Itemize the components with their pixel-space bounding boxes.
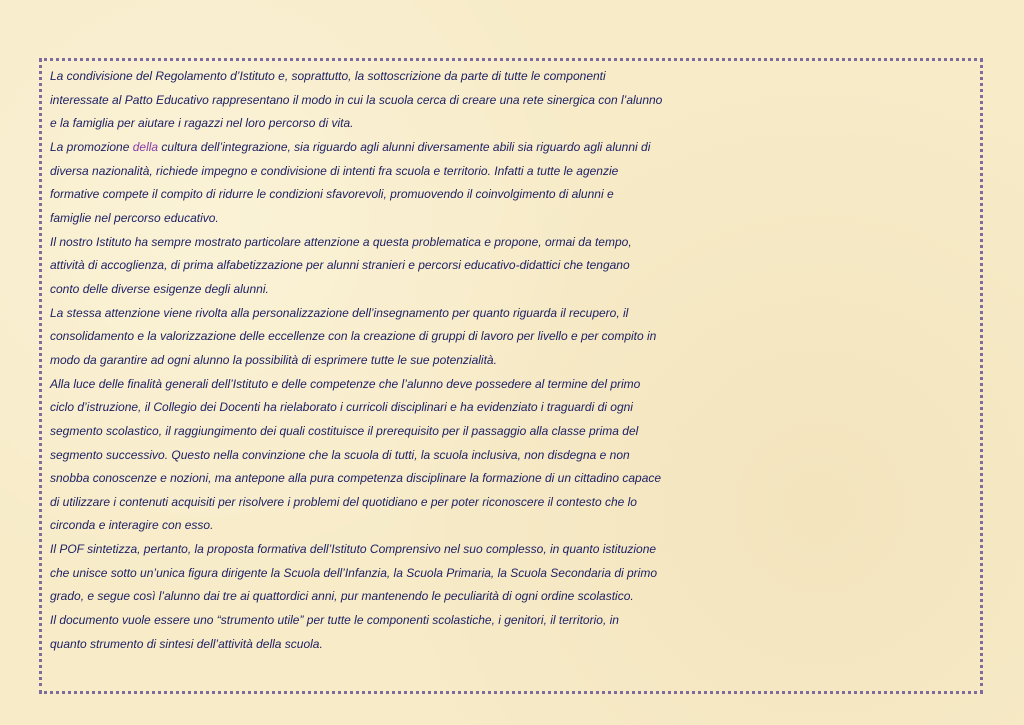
highlighted-word: della [132,139,159,154]
paragraph-integrazione [50,136,980,231]
text-line: formative compete il compito di ridurre le condizioni sfavorevoli, promuovendo il coinvolgimento di alunni e [50,187,614,202]
text-line: consolidamento e la valorizzazione delle eccellenze con la creazione di gruppi di lavoro per livello e per compito in [50,329,657,344]
text-line: La stessa attenzione viene rivolta alla personalizzazione dell’insegnamento per quanto riguarda il recupero, il [50,305,629,320]
document-body [50,65,980,656]
paragraph-regolamento [50,65,980,136]
text-segment: cultura dell’integrazione, sia riguardo agli alunni diversamente abili sia riguardo agli alunni di [158,139,651,154]
text-line: circonda e interagire con esso. [50,518,214,533]
paragraph-accoglienza [50,231,980,302]
text-line: quanto strumento di sintesi dell’attività della scuola. [50,636,323,651]
text-line: conto delle diverse esigenze degli alunni. [50,281,269,296]
text-line: di utilizzare i contenuti acquisiti per risolvere i problemi del quotidiano e per poter riconoscere il contesto che lo [50,494,637,509]
text-line: Alla luce delle finalità generali dell’Istituto e delle competenze che l’alunno deve possedere al termine del primo [50,376,641,391]
text-line: Il documento vuole essere uno “strumento utile” per tutte le componenti scolastiche, i genitori, il territorio, in [50,613,619,628]
text-line: diversa nazionalità, richiede impegno e condivisione di intenti fra scuola e territorio. Infatti a tutte le agenzie [50,163,619,178]
text-segment: La promozione [50,139,133,154]
text-line: grado, e segue così l’alunno dai tre ai quattordici anni, pur mantenendo le peculiarità di ogni ordine scolastico. [50,589,634,604]
text-line: che unisce sotto un’unica figura dirigente la Scuola dell’Infanzia, la Scuola Primaria, la Scuola Secondaria di primo [50,565,658,580]
paragraph-documento [50,609,980,656]
text-line: Il POF sintetizza, pertanto, la proposta formativa dell’Istituto Comprensivo nel suo complesso, in quanto istituzione [50,542,657,557]
text-line: famiglie nel percorso educativo. [50,210,219,225]
paragraph-pof [50,538,980,609]
text-line: Il nostro Istituto ha sempre mostrato particolare attenzione a questa problematica e propone, ormai da tempo, [50,234,632,249]
text-line: ciclo d’istruzione, il Collegio dei Docenti ha rielaborato i curricoli disciplinari e ha evidenziato i traguardi di ogni [50,400,633,415]
text-line: interessate al Patto Educativo rappresentano il modo in cui la scuola cerca di creare una rete sinergica con l’alunno [50,92,663,107]
text-line: segmento scolastico, il raggiungimento dei quali costituisce il prerequisito per il passaggio alla classe prima del [50,423,639,438]
text-line: e la famiglia per aiutare i ragazzi nel loro percorso di vita. [50,116,354,131]
paragraph-curricoli [50,373,980,539]
text-line: La condivisione del Regolamento d’Istituto e, soprattutto, la sottoscrizione da parte di tutte le componenti [50,69,606,83]
text-line: segmento successivo. Questo nella convinzione che la scuola di tutti, la scuola inclusiva, non disdegna e non [50,447,630,462]
text-line [50,136,980,160]
text-line: snobba conoscenze e nozioni, ma antepone alla pura competenza disciplinare la formazione di un cittadino capace [50,471,662,486]
text-line: attività di accoglienza, di prima alfabetizzazione per alunni stranieri e percorsi educativo-didattici che tengano [50,258,630,273]
paragraph-personalizzazione [50,302,980,373]
text-line: modo da garantire ad ogni alunno la possibilità di esprimere tutte le sue potenzialità. [50,352,497,367]
